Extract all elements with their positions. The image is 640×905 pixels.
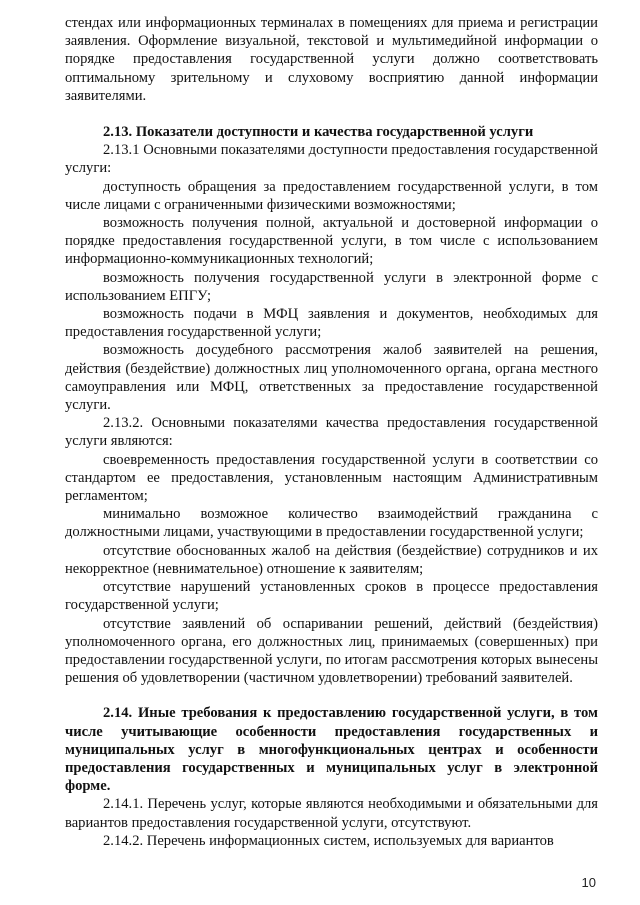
spacer (65, 687, 598, 704)
quality-item: отсутствие обоснованных жалоб на действия (бездействие) сотрудников и их некорректное (невнимательное) отношение к заявителям; (65, 542, 598, 577)
accessibility-item: возможность получения полной, актуальной и достоверной информации о порядке предоставления государственной услуги, в том числе с использованием информационно-коммуникационных технологий; (65, 215, 598, 268)
quality-item: своевременность предоставления государственной услуги в соответствии со стандартом ее предоставления, установленным настоящим Административным регламентом; (65, 451, 598, 505)
document-page (65, 14, 598, 850)
accessibility-item: возможность получения государственной услуги в электронной форме с использованием ЕПГУ; (65, 269, 598, 304)
section-2-14-heading: 2.14. Иные требования к предоставлению государственной услуги, в том числе учитывающие особенности предоставления государственных и муниципальных услуг в многофункциональных центрах и особенности предоставления государственных и муниципальных услуг в электронной форме. (65, 705, 598, 795)
quality-item: минимально возможное количество взаимодействий гражданина с должностными лицами, участвующими в предоставлении государственной услуги; (65, 506, 598, 541)
section-2-13-heading: 2.13. Показатели доступности и качества государственной услуги (103, 124, 534, 141)
quality-item: отсутствие нарушений установленных сроков в процессе предоставления государственной услуги; (65, 579, 598, 614)
paragraph-2-14-1: 2.14.1. Перечень услуг, которые являются необходимыми и обязательными для вариантов предоставления государственной услуги, отсутствуют. (65, 796, 598, 831)
paragraph-2-13-2: 2.13.2. Основными показателями качества предоставления государственной услуги являются: (65, 415, 598, 450)
intro-paragraph: стендах или информационных терминалах в помещениях для приема и регистрации заявления. Оформление визуальной, текстовой и мультимедийной информации о порядке предоставления государственной услуги должно соответствовать оптимальному зрительному и слуховому восприятию данной информации заявителями. (65, 15, 598, 104)
quality-item: отсутствие заявлений об оспаривании решений, действий (бездействия) уполномоченного органа, его должностных лиц, принимаемых (совершенных) при предоставлении государственной услуги, по итогам рассмотрения которых вынесены решения об удовлетворении (частичном удовлетворении) требований заявителей. (65, 615, 598, 687)
spacer (65, 105, 598, 123)
accessibility-item: возможность подачи в МФЦ заявления и документов, необходимых для предоставления государственной услуги; (65, 306, 598, 341)
page-number: 10 (581, 875, 596, 890)
accessibility-item: возможность досудебного рассмотрения жалоб заявителей на решения, действия (бездействие) должностных лиц уполномоченного органа, органа местного самоуправления или МФЦ, ответственных за предоставление государственной услуги. (65, 342, 598, 414)
accessibility-item: доступность обращения за предоставлением государственной услуги, в том числе лицами с ограниченными физическими возможностями; (65, 178, 598, 213)
paragraph-2-14-2: 2.14.2. Перечень информационных систем, используемых для вариантов (103, 832, 554, 849)
paragraph-2-13-1: 2.13.1 Основными показателями доступности предоставления государственной услуги: (65, 142, 598, 177)
